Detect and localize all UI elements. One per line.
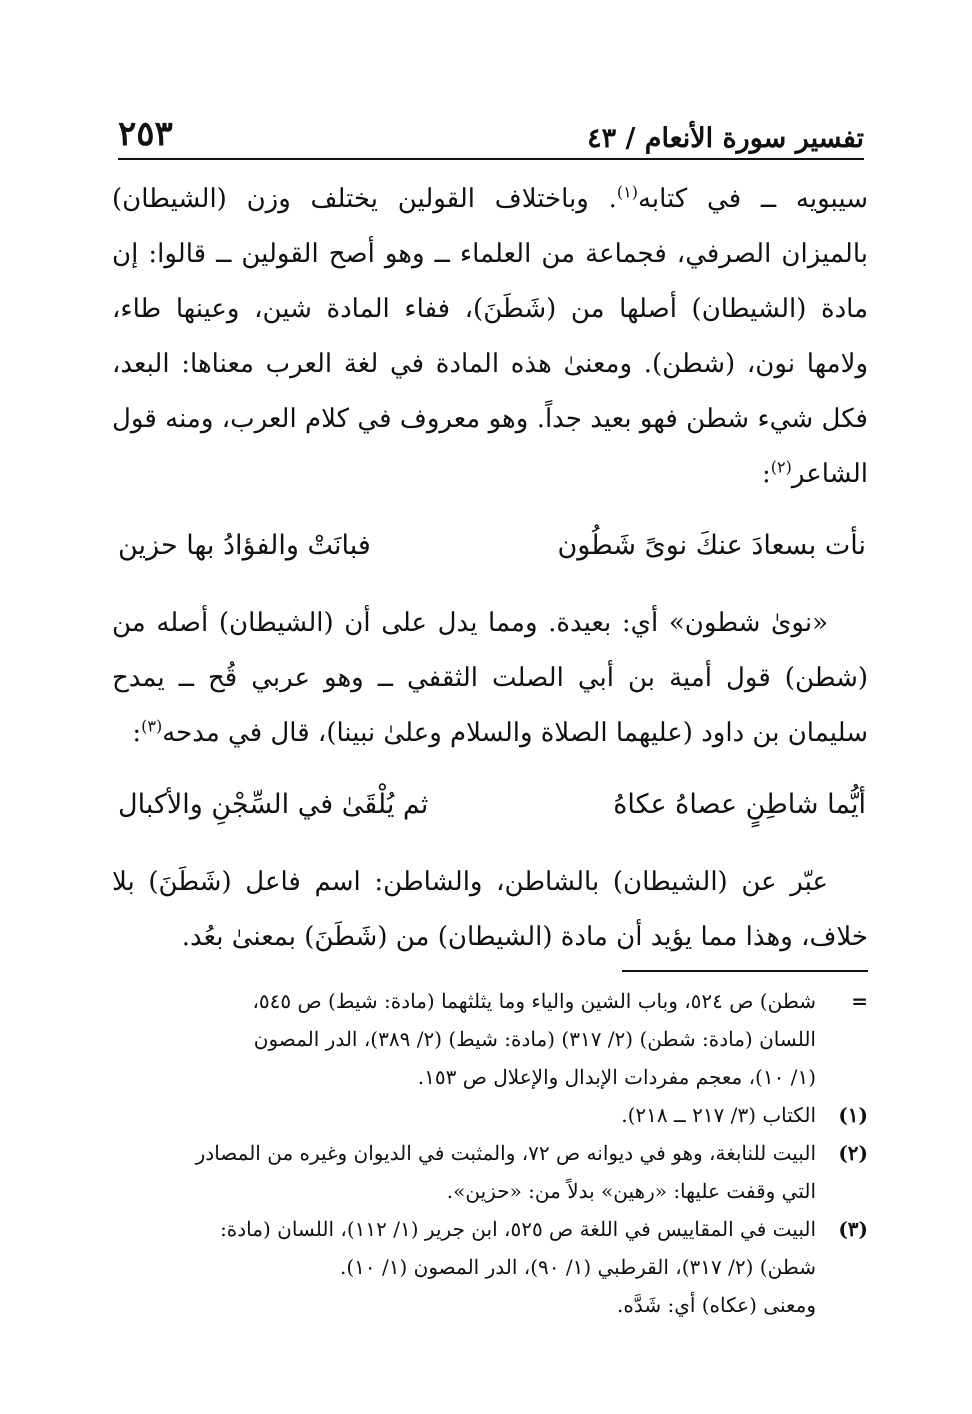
verse-1-first-hemistich: نأت بسعادَ عنكَ نوىً شَطُون	[557, 530, 866, 561]
footnote-1	[112, 1096, 868, 1134]
footnote-line: (١/ ١٠)، معجم مفردات الإبدال والإعلال ص ١٥٣.	[417, 1065, 816, 1089]
verse-1-second-hemistich: فبانَتْ والفؤادُ بها حزين	[118, 530, 371, 561]
main-text	[112, 172, 868, 965]
footnote-marker: (٢)	[838, 1141, 868, 1165]
footnote-3	[112, 1210, 868, 1324]
verse-2	[112, 779, 868, 831]
page-header	[118, 108, 864, 154]
paragraph-1: سيبويه ــ في كتابه$^{(١)}$. وباختلاف القولين يختلف وزن (الشيطان) بالميزان الصرفي، فجماعة من العلماء ــ وهو أصح القولين ــ قالوا: إن مادة (الشيطان) أصلها من (شَطَنَ)، ففاء المادة شين، وعينها طاء، ولامها نون، (شطن). ومعنىٰ هذه المادة في لغة العرب معناها: البعد، فكل شيء شطن فهو بعيد جداً. وهو معروف في كلام العرب، ومنه قول الشاعر$^{(٢)}$:	[112, 182, 868, 489]
footnote-line: اللسان (مادة: شطن) (٢/ ٣١٧) (مادة: شيط) (٢/ ٣٨٩)، الدر المصون	[253, 1027, 816, 1051]
footnote-continued	[112, 982, 868, 1096]
footnote-ref-1: (١)	[616, 182, 638, 202]
footnote-line: البيت في المقاييس في اللغة ص ٥٢٥، ابن جرير (١/ ١١٢)، اللسان (مادة:	[220, 1217, 816, 1241]
page-number: ٢٥٣	[118, 114, 173, 154]
footnotes	[112, 982, 868, 1324]
footnote-2	[112, 1134, 868, 1210]
footnote-line: الكتاب (٣/ ٢١٧ ــ ٢١٨).	[621, 1103, 816, 1127]
footnote-marker: =	[851, 989, 868, 1013]
footnote-marker: (١)	[838, 1103, 868, 1127]
running-title: تفسير سورة الأنعام / ٤٣	[587, 123, 864, 154]
footnote-line: ومعنى (عكاه) أي: شَدَّه.	[617, 1293, 816, 1317]
footnote-line: شطن) ص ٥٢٤، وباب الشين والياء وما يثلثهما (مادة: شيط) ص ٥٤٥،	[252, 989, 816, 1013]
footnote-line: البيت للنابغة، وهو في ديوانه ص ٧٢، والمثبت في الديوان وغيره من المصادر	[195, 1141, 816, 1165]
footnote-rule	[622, 970, 868, 972]
paragraph-3: عبّر عن (الشيطان) بالشاطن، والشاطن: اسم فاعل (شَطَنَ) بلا خلاف، وهذا مما يؤيد أن مادة (الشيطان) من (شَطَنَ) بمعنىٰ بعُد.	[112, 867, 868, 952]
header-rule	[118, 158, 864, 160]
footnote-ref-3: (٣)	[141, 716, 163, 736]
footnote-line: التي وقفت عليها: «رهين» بدلاً من: «حزين».	[446, 1179, 816, 1203]
verse-2-first-hemistich: أيُّما شاطِنٍ عصاهُ عكاهُ	[613, 789, 866, 820]
paragraph-2: «نوىٰ شطون» أي: بعيدة. ومما يدل على أن (الشيطان) أصله من (شطن) قول أمية بن أبي الصلت الثقفي ــ وهو عربي قُح ــ يمدح سليمان بن داود (عليهما الصلاة والسلام وعلىٰ نبينا)، قال في مدحه$^{(٣)}$:	[112, 608, 868, 748]
footnote-marker: (٣)	[838, 1217, 868, 1241]
verse-1	[112, 520, 868, 572]
footnote-ref-2: (٢)	[770, 457, 792, 477]
footnote-line: شطن) (٢/ ٣١٧)، القرطبي (١/ ٩٠)، الدر المصون (١/ ١٠).	[339, 1255, 816, 1279]
verse-2-second-hemistich: ثم يُلْقَىٰ في السِّجْنِ والأكبال	[118, 789, 429, 820]
